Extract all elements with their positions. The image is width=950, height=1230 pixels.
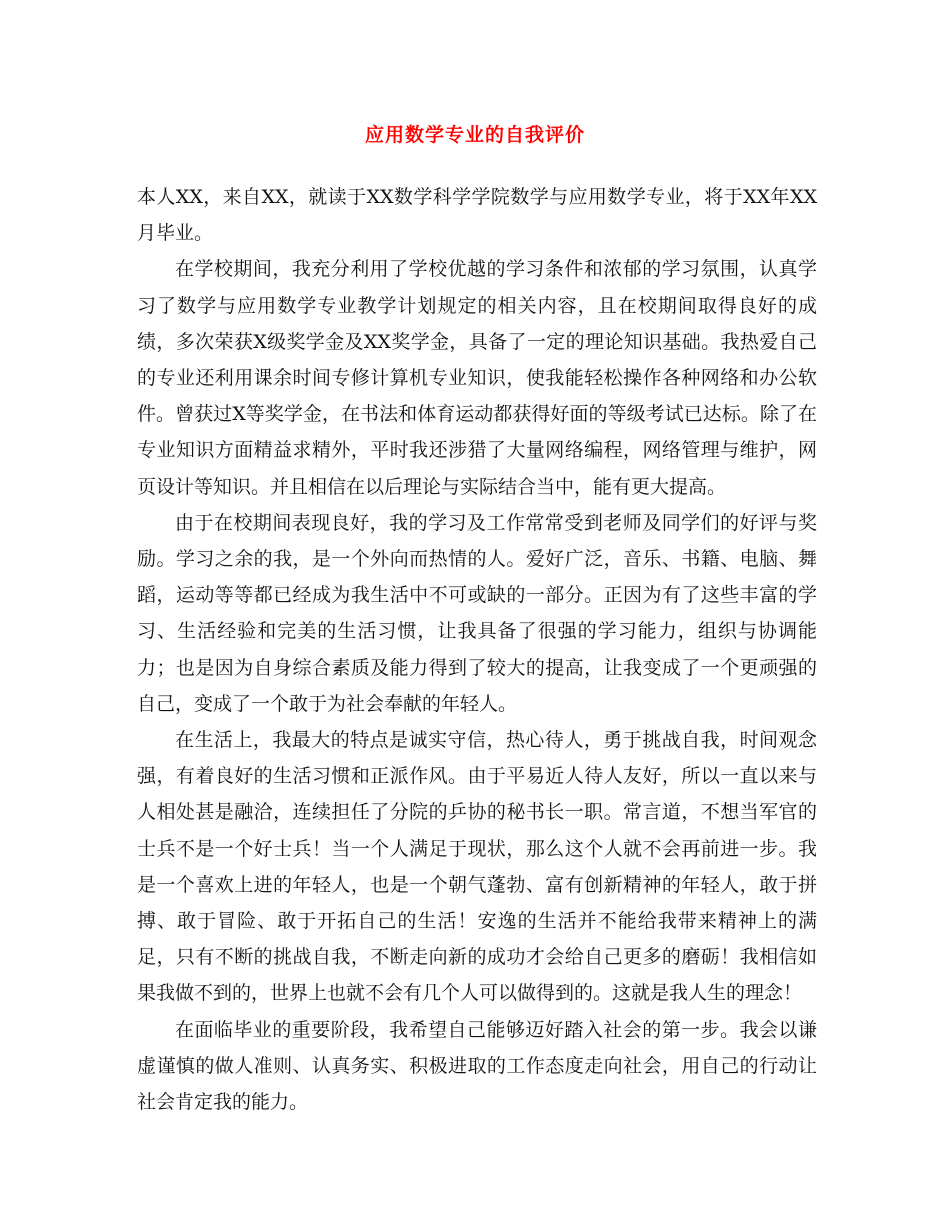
paragraph-life: 在生活上，我最大的特点是诚实守信，热心待人，勇于挑战自我，时间观念强，有着良好的生活习惯和正派作风。由于平易近人待人友好，所以一直以来与人相处甚是融洽，连续担任了分院的乒协的秘书长一职。常言道，不想当军官的士兵不是一个好士兵！当一个人满足于现状，那么这个人就不会再前进一步。我是一个喜欢上进的年轻人，也是一个朝气蓬勃、富有创新精神的年轻人，敢于拼搏、敢于冒险、敢于开拓自己的生活！安逸的生活并不能给我带来精神上的满足，只有不断的挑战自我，不断走向新的成功才会给自己更多的磨砺！我相信如果我做不到的，世界上也就不会有几个人可以做得到的。这就是我人生的理念！: [137, 729, 817, 1005]
paragraph-intro: 本人XX，来自XX，就读于XX数学科学学院数学与应用数学专业，将于XX年XX月毕业。: [137, 186, 817, 245]
paragraph-school-study: 在学校期间，我充分利用了学校优越的学习条件和浓郁的学习氛围，认真学习了数学与应用数学专业教学计划规定的相关内容，且在校期间取得良好的成绩，多次荣获X级奖学金及XX奖学金，具备了一定的理论知识基础。我热爱自己的专业还利用课余时间专修计算机专业知识，使我能轻松操作各种网络和办公软件。曾获过X等奖学金，在书法和体育运动都获得好面的等级考试已达标。除了在专业知识方面精益求精外，平时我还涉猎了大量网络编程，网络管理与维护，网页设计等知识。并且相信在以后理论与实际结合当中，能有更大提高。: [137, 258, 817, 498]
paragraph-graduation: 在面临毕业的重要阶段，我希望自己能够迈好踏入社会的第一步。我会以谦虚谨慎的做人准则、认真务实、积极进取的工作态度走向社会，用自己的行动让社会肯定我的能力。: [137, 1018, 817, 1114]
paragraph-performance: 由于在校期间表现良好，我的学习及工作常常受到老师及同学们的好评与奖励。学习之余的我，是一个外向而热情的人。爱好广泛，音乐、书籍、电脑、舞蹈，运动等等都已经成为我生活中不可或缺的一部分。正因为有了这些丰富的学习、生活经验和完美的生活习惯，让我具备了很强的学习能力，组织与协调能力；也是因为自身综合素质及能力得到了较大的提高，让我变成了一个更顽强的自己，变成了一个敢于为社会奉献的年轻人。: [137, 511, 817, 715]
document-title: 应用数学专业的自我评价: [364, 124, 585, 146]
document-body: [137, 179, 817, 1120]
